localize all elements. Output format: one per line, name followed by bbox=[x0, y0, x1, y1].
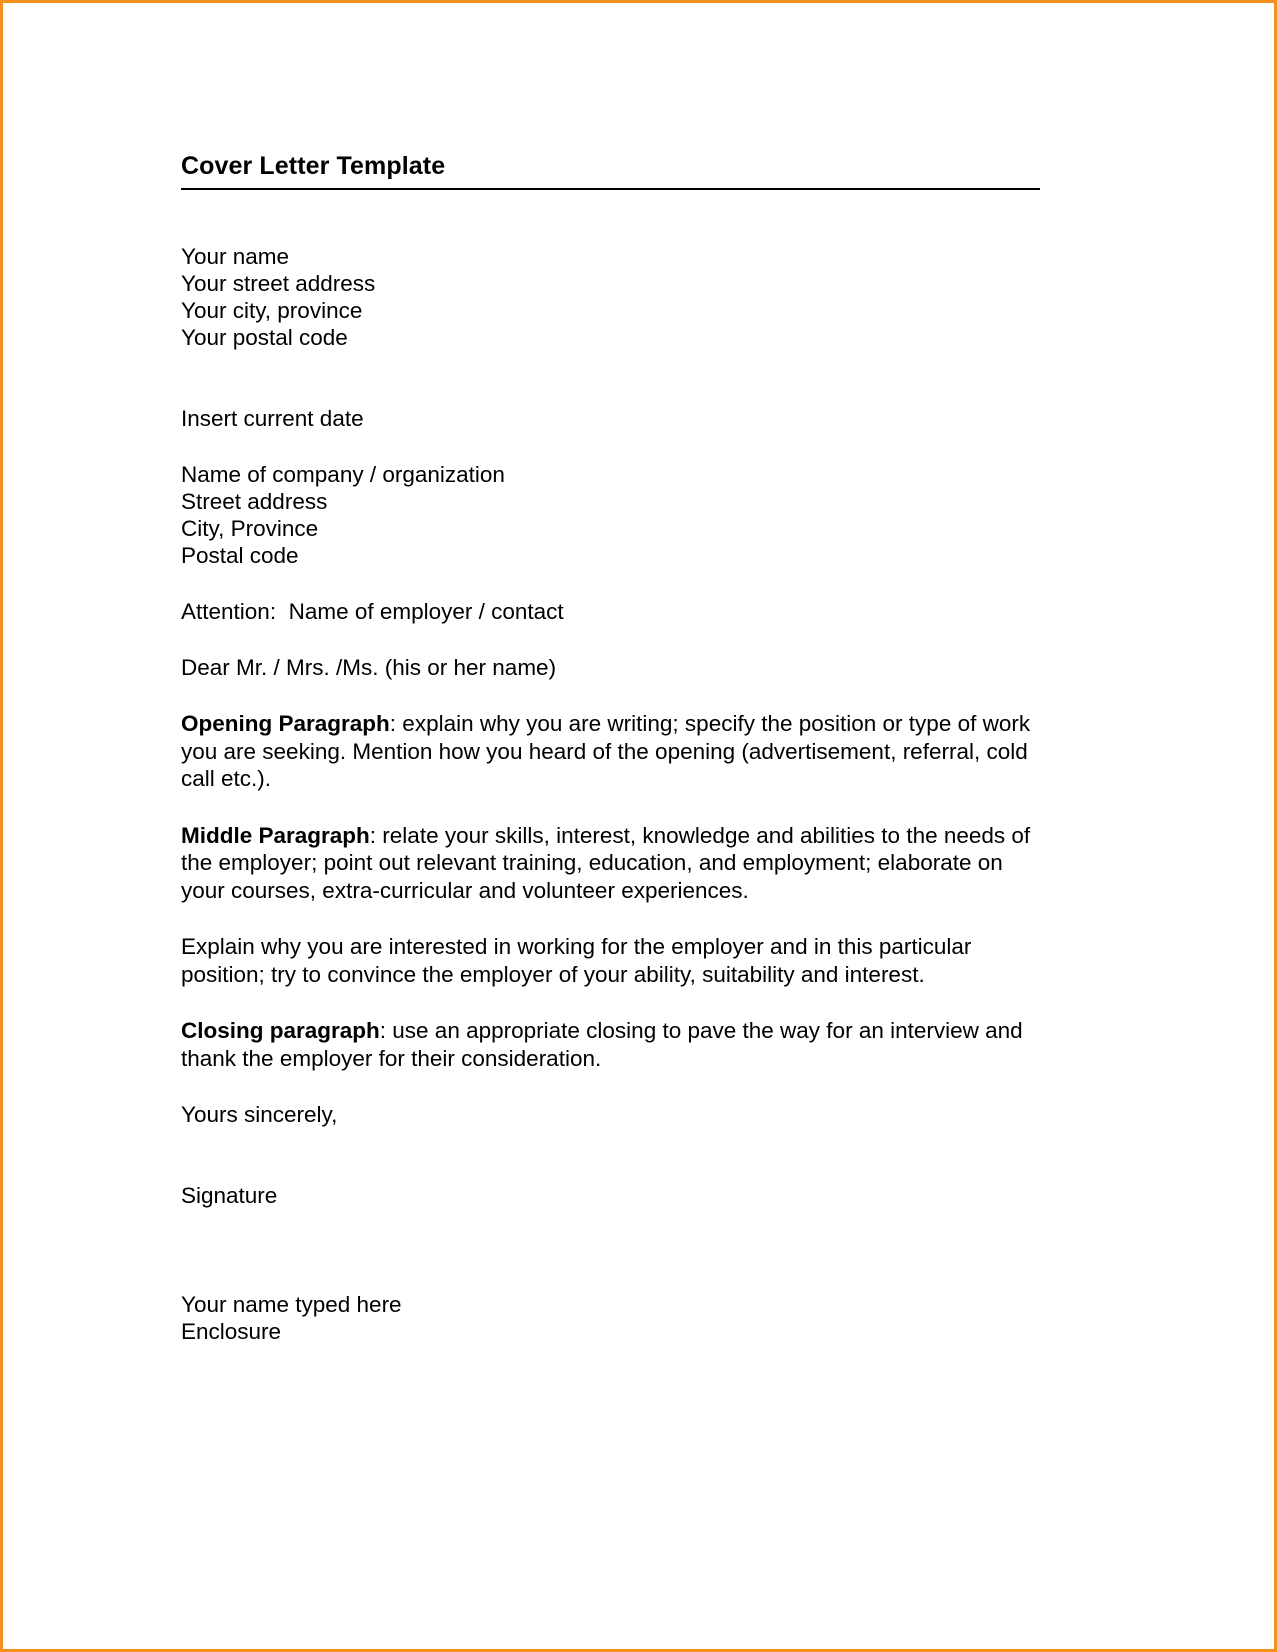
closing-paragraph bbox=[181, 1017, 1039, 1072]
signature-label: Signature bbox=[181, 1183, 278, 1208]
explain-paragraph-text: Explain why you are interested in working for the employer and in this particular position; try to convince the employer of your ability, suitability and interest. bbox=[181, 934, 972, 987]
middle-paragraph-lead: Middle Paragraph bbox=[181, 822, 370, 848]
recipient-line-postal: Postal code bbox=[181, 543, 299, 568]
sender-line-name: Your name bbox=[181, 244, 289, 269]
opening-paragraph bbox=[181, 710, 1039, 793]
page-title: Cover Letter Template bbox=[181, 152, 446, 180]
closing-paragraph-text: : use an appropriate closing to pave the way for an interview and thank the employer for their consideration. bbox=[181, 1018, 1023, 1071]
salutation-line: Dear Mr. / Mrs. /Ms. (his or her name) bbox=[181, 655, 557, 680]
closing-paragraph-lead: Closing paragraph bbox=[181, 1018, 380, 1043]
enclosure-line: Enclosure bbox=[181, 1319, 282, 1344]
attention-line: Attention: Name of employer / contact bbox=[181, 599, 564, 624]
date-line: Insert current date bbox=[181, 406, 364, 431]
sender-line-street: Your street address bbox=[181, 271, 376, 296]
sender-line-city: Your city, province bbox=[181, 298, 363, 323]
closing-salutation: Yours sincerely, bbox=[181, 1102, 338, 1127]
recipient-address-block bbox=[181, 461, 1041, 569]
opening-paragraph-text: : explain why you are writing; specify the position or type of work you are seeking. Mention how you heard of the opening (advertisement, referral, cold call etc.). bbox=[181, 711, 1031, 791]
sender-line-postal: Your postal code bbox=[181, 325, 348, 350]
recipient-line-company: Name of company / organization bbox=[181, 462, 505, 487]
signature-name-block bbox=[181, 1291, 1041, 1345]
document-body bbox=[181, 153, 1041, 1345]
opening-paragraph-lead: Opening Paragraph bbox=[181, 711, 390, 736]
middle-paragraph-text: : relate your skills, interest, knowledge and abilities to the needs of the employer; point out relevant training, education, and employment; elaborate on your courses, extra-curricular and volunteer experiences. bbox=[181, 822, 1031, 903]
typed-name-line: Your name typed here bbox=[181, 1292, 402, 1317]
middle-paragraph bbox=[181, 822, 1039, 905]
recipient-line-city: City, Province bbox=[181, 516, 319, 541]
sender-address-block bbox=[181, 243, 1041, 351]
recipient-line-street: Street address bbox=[181, 489, 328, 514]
explain-paragraph bbox=[181, 933, 1039, 988]
